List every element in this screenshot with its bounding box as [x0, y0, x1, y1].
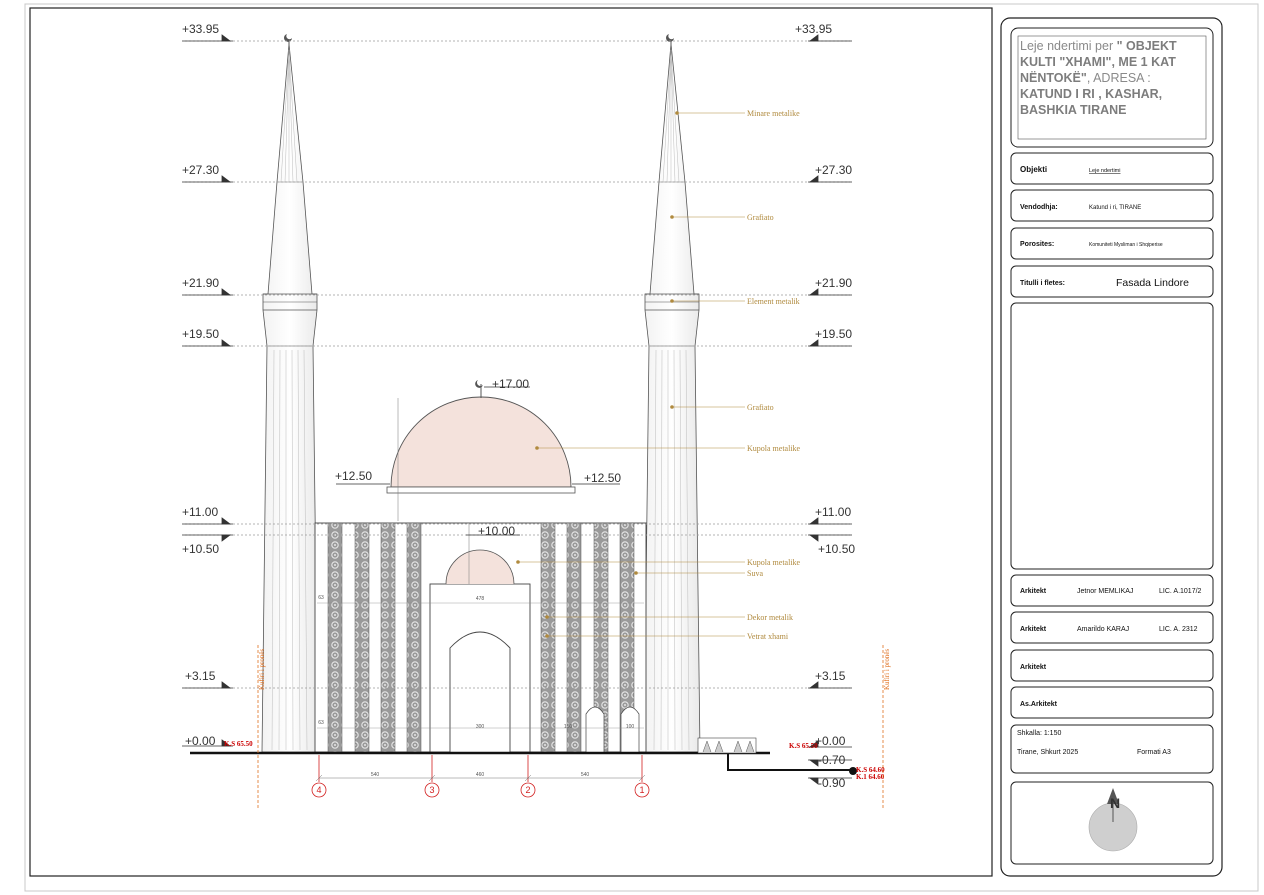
level-000-right: +0.00	[815, 734, 846, 748]
dim-63-top: 63	[318, 595, 324, 601]
label-grafiato-bottom: Grafiato	[747, 403, 774, 412]
level-3395-right: +33.95	[795, 22, 833, 36]
dim-300: 300	[475, 724, 485, 730]
objekti-label: Objekti	[1020, 165, 1048, 174]
titulli-label: Titulli i fletes:	[1020, 280, 1065, 287]
arkitekt1-name: Jetnor MEMLIKAJ	[1077, 588, 1134, 595]
level-1950-left: +19.50	[182, 327, 220, 341]
main-dome	[387, 380, 575, 521]
dim-540-left: 540	[370, 772, 380, 778]
project-prefix: Leje ndertimi per	[1020, 39, 1117, 53]
arkitekt2-name: Amarildo KARAJ	[1077, 626, 1130, 633]
level-1100-left: +11.00	[182, 505, 219, 519]
grid-axis-4: 4	[316, 785, 322, 795]
format-label: Formati A3	[1137, 749, 1171, 756]
boundary-right-label: Kufiri i pronës	[883, 648, 891, 690]
project-title: " OBJEKT KULTI "XHAMI", ME 1 KAT NËNTOKË"	[1020, 39, 1177, 85]
as-arkitekt-label: As.Arkitekt	[1020, 701, 1057, 708]
dim-63-bottom: 63	[318, 720, 324, 726]
level-1100-right: +11.00	[815, 505, 852, 519]
level-m090-right: -0.90	[818, 776, 846, 790]
porosites-label: Porosites:	[1020, 241, 1055, 248]
ks-right-2: K.1 64.60	[856, 773, 885, 781]
level-2730-right: +27.30	[815, 163, 853, 177]
level-315-left: +3.15	[185, 669, 216, 683]
dim-100: 100	[625, 724, 635, 730]
level-1250-left: +12.50	[335, 469, 373, 483]
right-minaret	[644, 34, 700, 752]
title-block	[1001, 18, 1222, 876]
project-description-box	[1020, 38, 1206, 138]
label-element-metalik: Element metalik	[747, 297, 800, 306]
level-1950-right: +19.50	[815, 327, 853, 341]
objekti-value: Leje ndertimi	[1089, 168, 1121, 174]
level-1700-dome: +17.00	[492, 377, 530, 391]
label-minare-metalike: Minare metalike	[747, 109, 800, 118]
scale-label: Shkalla: 1:150	[1017, 730, 1062, 737]
level-1050-right: +10.50	[818, 542, 856, 556]
level-1000-small-dome: +10.00	[478, 524, 516, 538]
level-000-left: +0.00	[185, 734, 216, 748]
main-building	[315, 523, 646, 752]
left-minaret	[262, 34, 318, 752]
label-kupola-main: Kupola metalike	[747, 444, 801, 453]
dim-460: 460	[475, 772, 485, 778]
north-label: N	[1110, 795, 1121, 811]
dim-478: 478	[475, 596, 485, 602]
level-315-right: +3.15	[815, 669, 846, 683]
level-3395-left: +33.95	[182, 22, 220, 36]
dim-540-right: 540	[580, 772, 590, 778]
porosites-value: Komuniteti Mysliman i Shqiperise	[1089, 242, 1163, 248]
level-2730-left: +27.30	[182, 163, 220, 177]
titulli-value: Fasada Lindore	[1116, 277, 1189, 289]
project-address-label: , ADRESA :	[1086, 71, 1151, 85]
label-suva: Suva	[747, 569, 763, 578]
project-address: KATUND I RI , KASHAR, BASHKIA TIRANE	[1020, 87, 1163, 117]
level-2190-left: +21.90	[182, 276, 220, 290]
label-vetrat-xhami: Vetrat xhami	[747, 632, 789, 641]
arkitekt3-label: Arkitekt	[1020, 664, 1047, 671]
level-m070-right: -0.70	[818, 753, 846, 767]
ks-mid: K.S 65.50	[789, 742, 818, 750]
place-date: Tirane, Shkurt 2025	[1017, 749, 1079, 756]
grid-axis-1: 1	[639, 785, 645, 795]
boundary-left-label: Kufiri i pronës	[258, 648, 266, 690]
level-markers-left	[182, 35, 233, 746]
grid-axis-2: 2	[525, 785, 531, 795]
label-kupola-small: Kupola metalike	[747, 558, 801, 567]
grid-axis-3: 3	[429, 785, 435, 795]
arkitekt2-label: Arkitekt	[1020, 626, 1047, 633]
label-dekor-metalik: Dekor metalik	[747, 613, 793, 622]
ks-right-1: K.S 64.60	[856, 766, 885, 774]
level-1250-right: +12.50	[584, 471, 622, 485]
arkitekt2-license: LIC. A. 2312	[1159, 626, 1198, 633]
ks-left: K.S 65.50	[224, 740, 253, 748]
arkitekt1-label: Arkitekt	[1020, 588, 1047, 595]
vendodhja-label: Vendodhja:	[1020, 204, 1058, 211]
dim-150: 150	[563, 724, 573, 730]
level-2190-right: +21.90	[815, 276, 853, 290]
arkitekt1-license: LIC. A.1017/2	[1159, 588, 1202, 595]
level-1050-left: +10.50	[182, 542, 220, 556]
label-grafiato-top: Grafiato	[747, 213, 774, 222]
vendodhja-value: Katund i ri, TIRANE	[1089, 205, 1142, 211]
